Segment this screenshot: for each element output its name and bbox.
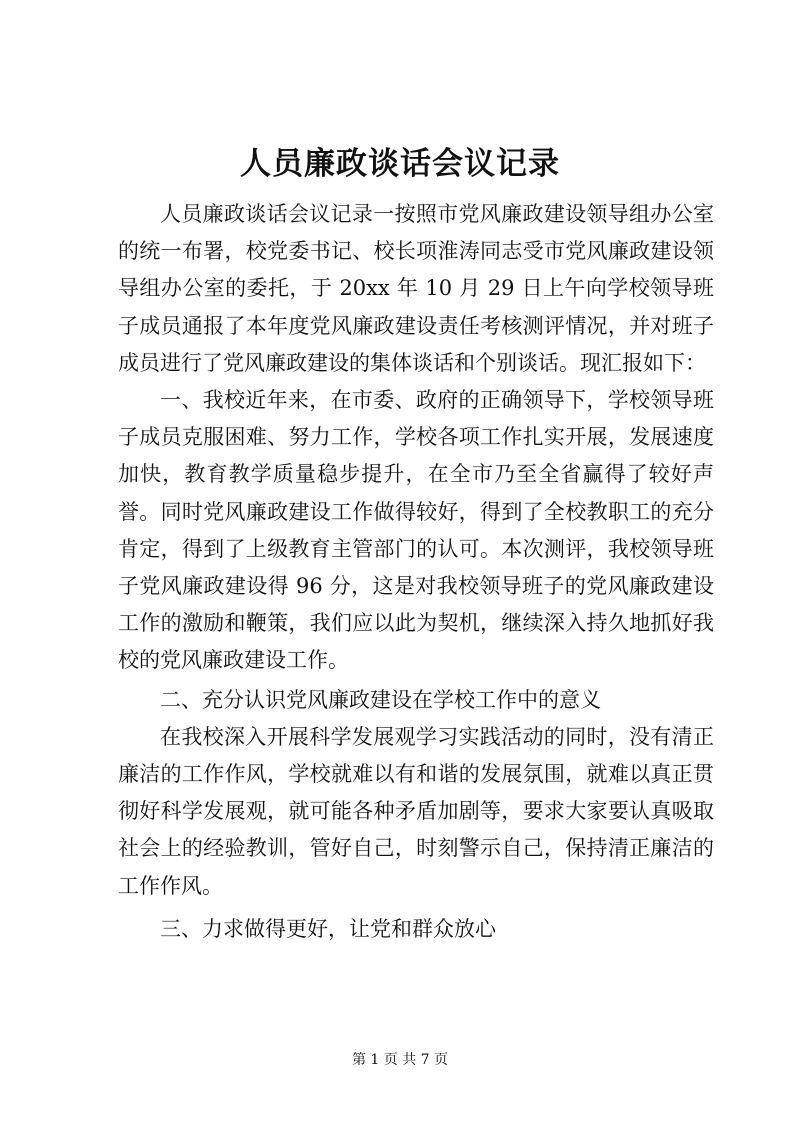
- paragraph-section-two: 在我校深入开展科学发展观学习实践活动的同时，没有清正廉洁的工作作风，学校就难以有和谐的发展氛围，就难以真正贯彻好科学发展观，就可能各种矛盾加剧等，要求大家要认真吸取社会上的经验教训，管好自己，时刻警示自己，保持清正廉洁的工作作风。: [118, 724, 714, 898]
- paragraph-intro: 人员廉政谈话会议记录一按照市党风廉政建设领导组办公室的统一布署，校党委书记、校长项淮涛同志受市党风廉政建设领导组办公室的委托，于 20xx 年 10 月 29 日上午向学校领导班子成员通报了本年度党风廉政建设责任考核测评情况，并对班子成员进行了党风廉政建设的集体谈话和个别谈话。现汇报如下：: [118, 202, 714, 375]
- section-heading-three: 三、力求做得更好，让党和群众放心: [160, 916, 496, 941]
- page-number-footer: 第 1 页 共 7 页: [351, 1052, 449, 1068]
- document-title: 人员廉政谈话会议记录: [240, 146, 560, 182]
- paragraph-section-one: 一、我校近年来，在市委、政府的正确领导下，学校领导班子成员克服困难、努力工作，学校各项工作扎实开展，发展速度加快，教育教学质量稳步提升，在全市乃至全省赢得了较好声誉。同时党风廉政建设工作做得较好，得到了全校教职工的充分肯定，得到了上级教育主管部门的认可。本次测评，我校领导班子党风廉政建设得 96 分，这是对我校领导班子的党风廉政建设工作的激励和鞭策，我们应以此为契机，继续深入持久地抓好我校的党风廉政建设工作。: [118, 388, 714, 673]
- section-heading-two: 二、充分认识党风廉政建设在学校工作中的意义: [160, 687, 601, 712]
- document-body: [118, 196, 714, 948]
